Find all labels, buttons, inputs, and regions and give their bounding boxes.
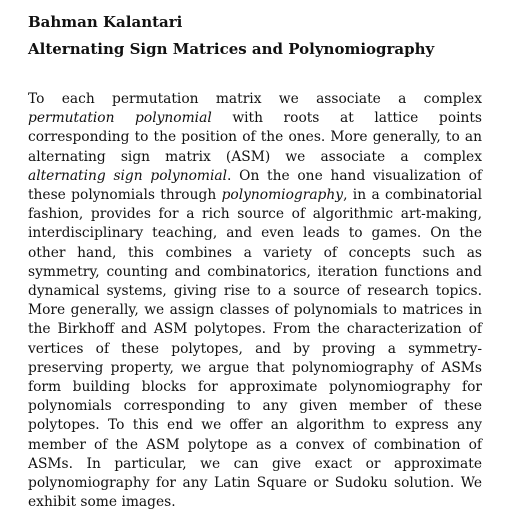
abstract-text: To each permutation matrix we associate a complex	[28, 91, 482, 107]
abstract-text: , in a combinatorial fashion, provides for a rich source of algorithmic art-making, interdisciplinary teaching, and even leads to games. On the other hand, this combines a variety of concepts such as symmetry, counting and combinatorics, iteration functions and dynamical systems, giving rise to a source of research topics. More generally, we assign classes of polynomials to matrices in the Birkhoff and ASM polytopes. From the characterization of vertices of these polytopes, and by proving a symmetry-preserving property, we argue that polynomiography of ASMs form building blocks for approximate polynomiography for polynomials corresponding to any given member of these polytopes. To this end we offer an algorithm to express any member of the ASM polytope as a convex of combination of ASMs. In particular, we can give exact or approximate polynomiography for any Latin Square or Sudoku solution. We exhibit some images.	[28, 187, 482, 511]
abstract-emphasis: permutation polynomial	[28, 110, 212, 127]
author-name: Bahman Kalantari	[28, 13, 183, 31]
abstract-paragraph	[28, 90, 482, 512]
abstract-text: . On the one hand visualization of these polynomials through	[28, 167, 482, 204]
abstract-text: with roots at lattice points corresponding to the position of the ones. More generally, to an alternating sign matrix (ASM) we associate a complex	[28, 110, 482, 165]
paper-title: Alternating Sign Matrices and Polynomiography	[28, 40, 435, 58]
abstract-emphasis: alternating sign polynomial	[28, 167, 228, 184]
abstract-emphasis: polynomiography	[221, 187, 344, 204]
